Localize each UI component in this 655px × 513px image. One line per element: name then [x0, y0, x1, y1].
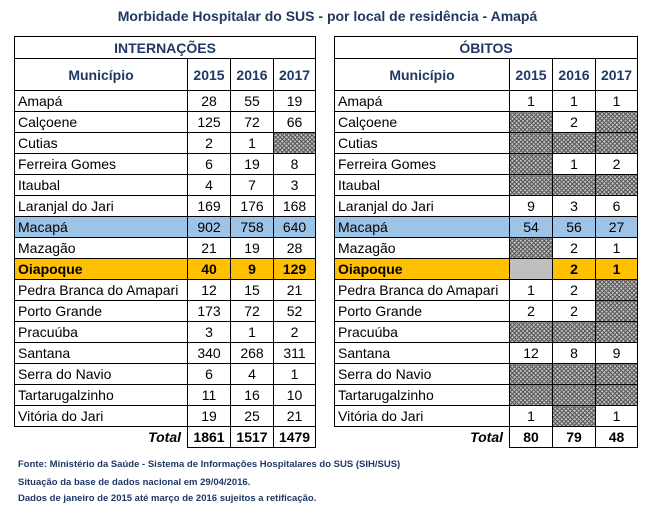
column-header-2016: 2016 [231, 59, 274, 91]
municipio-cell: Itaubal [15, 175, 188, 196]
value-cell-2016: 2 [553, 259, 596, 280]
value-cell-2015 [510, 154, 553, 175]
value-cell-2017: 19 [274, 91, 316, 112]
table-row [15, 238, 316, 259]
value-cell-2017 [596, 301, 638, 322]
value-cell-2016: 15 [231, 280, 274, 301]
table-row [15, 196, 316, 217]
value-cell-2015 [510, 133, 553, 154]
municipio-cell: Macapá [15, 217, 188, 238]
value-cell-2017: 2 [596, 154, 638, 175]
table-row [335, 343, 638, 364]
municipio-cell: Serra do Navio [15, 364, 188, 385]
value-cell-2017: 3 [274, 175, 316, 196]
value-cell-2016: 9 [231, 259, 274, 280]
municipio-cell: Santana [335, 343, 510, 364]
value-cell-2017 [274, 133, 316, 154]
table-row [335, 91, 638, 112]
value-cell-2016: 25 [231, 406, 274, 427]
value-cell-2017 [596, 322, 638, 343]
value-cell-2015: 1 [510, 91, 553, 112]
table-row [335, 385, 638, 406]
value-cell-2017: 27 [596, 217, 638, 238]
table-row [15, 385, 316, 406]
value-cell-2016: 55 [231, 91, 274, 112]
value-cell-2016: 268 [231, 343, 274, 364]
municipio-cell: Macapá [335, 217, 510, 238]
municipio-cell: Oiapoque [335, 259, 510, 280]
value-cell-2015: 2 [188, 133, 231, 154]
table-row [335, 301, 638, 322]
value-cell-2016 [553, 385, 596, 406]
value-cell-2017: 21 [274, 406, 316, 427]
value-cell-2016: 1 [553, 154, 596, 175]
value-cell-2016: 2 [553, 112, 596, 133]
value-cell-2016 [553, 406, 596, 427]
column-header-2015: 2015 [510, 59, 553, 91]
value-cell-2015: 40 [188, 259, 231, 280]
value-cell-2017 [596, 175, 638, 196]
value-cell-2015: 21 [188, 238, 231, 259]
total-2017: 48 [596, 427, 638, 448]
municipio-cell: Vitória do Jari [335, 406, 510, 427]
table-row [15, 280, 316, 301]
value-cell-2016: 1 [231, 133, 274, 154]
value-cell-2016: 19 [231, 154, 274, 175]
footer-note: Dados de janeiro de 2015 até março de 2016 sujeitos a retificação. [18, 493, 317, 504]
table-row [335, 364, 638, 385]
value-cell-2015 [510, 364, 553, 385]
value-cell-2015: 6 [188, 154, 231, 175]
value-cell-2017: 28 [274, 238, 316, 259]
value-cell-2017 [596, 364, 638, 385]
value-cell-2016: 1 [553, 91, 596, 112]
value-cell-2015: 1 [510, 280, 553, 301]
value-cell-2016: 2 [553, 238, 596, 259]
table-row [15, 175, 316, 196]
value-cell-2016: 1 [231, 322, 274, 343]
municipio-cell: Porto Grande [15, 301, 188, 322]
table-row [15, 217, 316, 238]
value-cell-2017: 640 [274, 217, 316, 238]
value-cell-2016: 8 [553, 343, 596, 364]
value-cell-2015: 3 [188, 322, 231, 343]
value-cell-2016: 176 [231, 196, 274, 217]
column-header-2016: 2016 [553, 59, 596, 91]
value-cell-2015: 12 [188, 280, 231, 301]
value-cell-2016: 758 [231, 217, 274, 238]
value-cell-2016: 19 [231, 238, 274, 259]
table-row [15, 154, 316, 175]
value-cell-2015: 54 [510, 217, 553, 238]
value-cell-2016 [553, 133, 596, 154]
table-row [335, 322, 638, 343]
municipio-cell: Cutias [15, 133, 188, 154]
total-label: Total [148, 429, 181, 446]
value-cell-2017: 2 [274, 322, 316, 343]
value-cell-2017: 6 [596, 196, 638, 217]
value-cell-2016 [553, 322, 596, 343]
value-cell-2017: 1 [274, 364, 316, 385]
value-cell-2015: 340 [188, 343, 231, 364]
obitos-section-title: ÓBITOS [335, 37, 638, 59]
table-row [335, 112, 638, 133]
column-header-2015: 2015 [188, 59, 231, 91]
value-cell-2016: 72 [231, 301, 274, 322]
value-cell-2016: 72 [231, 112, 274, 133]
value-cell-2015 [510, 175, 553, 196]
column-header-municipio: Município [15, 59, 188, 91]
table-row [335, 154, 638, 175]
table-row [335, 196, 638, 217]
table-row [335, 238, 638, 259]
table-row [15, 259, 316, 280]
table-row [335, 280, 638, 301]
value-cell-2017: 66 [274, 112, 316, 133]
municipio-cell: Ferreira Gomes [15, 154, 188, 175]
table-row [335, 259, 638, 280]
value-cell-2017: 52 [274, 301, 316, 322]
table-row [15, 343, 316, 364]
value-cell-2016: 56 [553, 217, 596, 238]
table-row [15, 112, 316, 133]
page-title: Morbidade Hospitalar do SUS - por local de residência - Amapá [117, 8, 538, 24]
total-label: Total [470, 429, 503, 446]
value-cell-2015: 28 [188, 91, 231, 112]
footer-situation: Situação da base de dados nacional em 29/04/2016. [18, 477, 251, 488]
municipio-cell: Vitória do Jari [15, 406, 188, 427]
municipio-cell: Santana [15, 343, 188, 364]
municipio-cell: Laranjal do Jari [335, 196, 510, 217]
total-2015: 80 [510, 427, 553, 448]
value-cell-2016: 16 [231, 385, 274, 406]
column-header-municipio: Município [335, 59, 510, 91]
value-cell-2017 [596, 385, 638, 406]
value-cell-2017: 1 [596, 91, 638, 112]
column-header-2017: 2017 [274, 59, 316, 91]
footer-source: Fonte: Ministério da Saúde - Sistema de Informações Hospitalares do SUS (SIH/SUS) [18, 459, 401, 470]
table-row [15, 133, 316, 154]
value-cell-2017: 1 [596, 238, 638, 259]
municipio-cell: Ferreira Gomes [335, 154, 510, 175]
total-2017: 1479 [274, 427, 316, 448]
total-2016: 79 [553, 427, 596, 448]
value-cell-2016: 2 [553, 301, 596, 322]
value-cell-2015: 173 [188, 301, 231, 322]
value-cell-2016: 3 [553, 196, 596, 217]
value-cell-2017: 8 [274, 154, 316, 175]
value-cell-2015 [510, 112, 553, 133]
total-2016: 1517 [231, 427, 274, 448]
municipio-cell: Serra do Navio [335, 364, 510, 385]
value-cell-2017: 168 [274, 196, 316, 217]
value-cell-2015: 902 [188, 217, 231, 238]
value-cell-2016: 4 [231, 364, 274, 385]
value-cell-2016 [553, 175, 596, 196]
value-cell-2017: 21 [274, 280, 316, 301]
value-cell-2015: 6 [188, 364, 231, 385]
table-row [335, 133, 638, 154]
municipio-cell: Porto Grande [335, 301, 510, 322]
value-cell-2015 [510, 322, 553, 343]
value-cell-2016: 2 [553, 280, 596, 301]
value-cell-2015: 12 [510, 343, 553, 364]
municipio-cell: Pracuúba [335, 322, 510, 343]
value-cell-2015: 9 [510, 196, 553, 217]
table-row [15, 406, 316, 427]
municipio-cell: Pedra Branca do Amapari [335, 280, 510, 301]
municipio-cell: Cutias [335, 133, 510, 154]
table-row [335, 406, 638, 427]
value-cell-2017: 10 [274, 385, 316, 406]
value-cell-2017: 9 [596, 343, 638, 364]
municipio-cell: Calçoene [335, 112, 510, 133]
value-cell-2017 [596, 280, 638, 301]
municipio-cell: Amapá [335, 91, 510, 112]
table-row [15, 322, 316, 343]
value-cell-2016 [553, 364, 596, 385]
internacoes-section-title: INTERNAÇÕES [15, 37, 316, 59]
table-row [15, 91, 316, 112]
municipio-cell: Mazagão [15, 238, 188, 259]
value-cell-2015: 11 [188, 385, 231, 406]
value-cell-2015 [510, 259, 553, 280]
municipio-cell: Pedra Branca do Amapari [15, 280, 188, 301]
internacoes-table [14, 36, 316, 448]
municipio-cell: Tartarugalzinho [335, 385, 510, 406]
value-cell-2015: 169 [188, 196, 231, 217]
value-cell-2015: 1 [510, 406, 553, 427]
value-cell-2017: 129 [274, 259, 316, 280]
value-cell-2015: 125 [188, 112, 231, 133]
municipio-cell: Pracuúba [15, 322, 188, 343]
value-cell-2017: 311 [274, 343, 316, 364]
value-cell-2015 [510, 385, 553, 406]
municipio-cell: Amapá [15, 91, 188, 112]
total-2015: 1861 [188, 427, 231, 448]
value-cell-2015: 19 [188, 406, 231, 427]
municipio-cell: Itaubal [335, 175, 510, 196]
value-cell-2015 [510, 238, 553, 259]
municipio-cell: Tartarugalzinho [15, 385, 188, 406]
table-row [15, 364, 316, 385]
table-row [335, 175, 638, 196]
column-header-2017: 2017 [596, 59, 638, 91]
value-cell-2016: 7 [231, 175, 274, 196]
table-row [335, 217, 638, 238]
value-cell-2017 [596, 112, 638, 133]
value-cell-2015: 4 [188, 175, 231, 196]
table-row [15, 301, 316, 322]
value-cell-2015: 2 [510, 301, 553, 322]
value-cell-2017: 1 [596, 406, 638, 427]
municipio-cell: Laranjal do Jari [15, 196, 188, 217]
municipio-cell: Calçoene [15, 112, 188, 133]
value-cell-2017: 1 [596, 259, 638, 280]
municipio-cell: Mazagão [335, 238, 510, 259]
obitos-table [334, 36, 638, 448]
value-cell-2017 [596, 133, 638, 154]
municipio-cell: Oiapoque [15, 259, 188, 280]
